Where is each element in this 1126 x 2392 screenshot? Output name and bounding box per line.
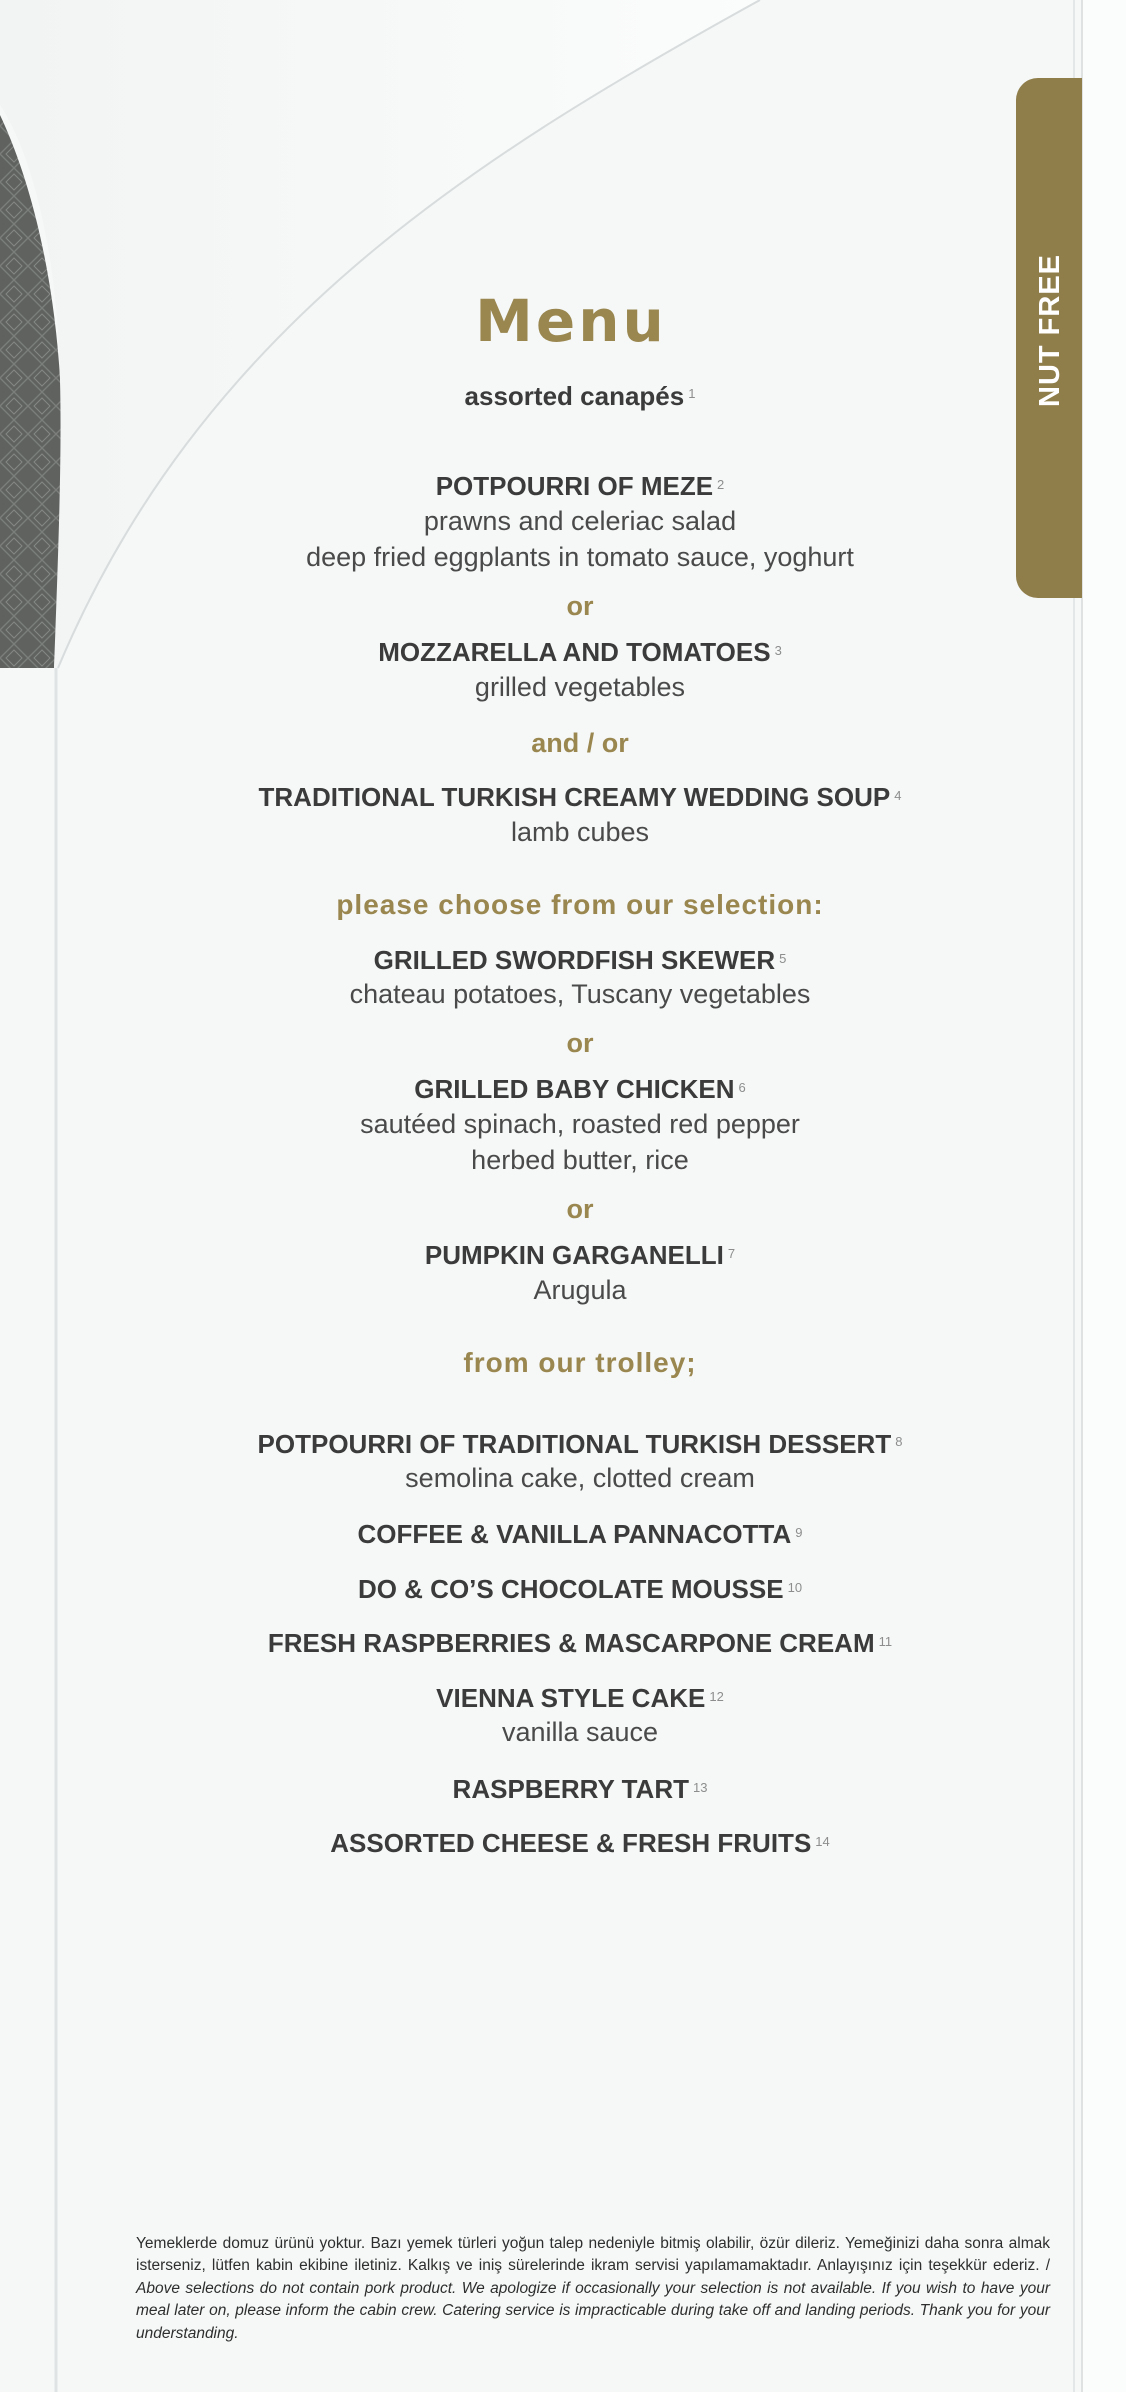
footnote-number: 11 [878,1634,893,1650]
main-item [180,1239,980,1308]
mains-header: please choose from our selection: [336,889,824,921]
footnote-number: 13 [692,1779,708,1795]
dessert-item [180,1428,980,1497]
footnote-number: 9 [795,1525,803,1541]
footnote-number: 7 [727,1245,736,1261]
dish-description: grilled vegetables [474,671,686,702]
dish-name: COFFEE & VANILLA PANNACOTTA [357,1519,792,1550]
dish-name: POTPOURRI OF TRADITIONAL TURKISH DESSERT [257,1428,892,1459]
menu-content [180,287,980,1860]
dish-description: Arugula [533,1274,627,1305]
dish-description: prawns and celeriac salad [423,505,737,536]
dish-name: TRADITIONAL TURKISH CREAMY WEDDING SOUP [258,782,891,813]
dish-name: POTPOURRI OF MEZE [435,471,714,502]
soup-item [180,781,980,850]
canapes-name: assorted canapés [464,380,685,411]
dish-description: chateau potatoes, Tuscany vegetables [349,979,811,1010]
connector-or: or [566,1027,594,1058]
footnote-number: 12 [709,1688,724,1704]
dish-name: PUMPKIN GARGANELLI [424,1240,724,1271]
dish-description: vanilla sauce [501,1717,659,1748]
disclaimer-turkish: Yemeklerde domuz ürünü yoktur. Bazı yemek türleri yoğun talep nedeniyle bitmiş olabilir, özür dileriz. Yemeğinizi daha sonra almak isterseniz, lütfen kabin ekibine iletiniz. Kalkış ve iniş sürelerinde ikram servisi yapılamamaktadır. Anlayışınız için teşekkür ederiz. / [136,2235,1050,2275]
main-item [180,1073,980,1178]
dessert-item [180,1827,980,1860]
dish-name: ASSORTED CHEESE & FRESH FRUITS [330,1828,812,1859]
dish-description: deep fried eggplants in tomato sauce, yoghurt [306,542,854,573]
dessert-item [180,1682,980,1751]
footnote-number: 1 [688,386,696,402]
footnote-number: 10 [787,1579,803,1595]
starter-item [180,470,980,575]
dish-name: VIENNA STYLE CAKE [436,1682,706,1713]
dish-name: RASPBERRY TART [452,1773,689,1804]
dessert-item [180,1573,980,1606]
connector-or: or [566,1193,594,1224]
footnote-number: 8 [895,1434,903,1450]
dish-name: MOZZARELLA AND TOMATOES [378,637,771,668]
footnote-number: 4 [894,788,902,804]
connector-and-or: and / or [531,728,629,758]
dessert-item [180,1773,980,1806]
footnote-number: 6 [738,1079,746,1095]
nut-free-label: NUT FREE [1033,253,1066,407]
disclaimer-english: Above selections do not contain pork product. We apologize if occasionally your selection is not available. If you wish to have your meal later on, please inform the cabin crew. Catering service is impracticable during take off and landing periods. Thank you for your understanding. [136,2279,1050,2342]
dish-description: sautéed spinach, roasted red pepper [360,1108,800,1139]
footnote-number: 2 [717,476,725,492]
main-item [180,944,980,1013]
dish-name: GRILLED BABY CHICKEN [414,1074,735,1105]
trolley-header: from our trolley; [463,1346,697,1378]
dish-name: GRILLED SWORDFISH SKEWER [373,944,776,975]
page-strip [1082,0,1126,2392]
dish-description: lamb cubes [510,816,650,847]
starter-item [180,636,980,705]
connector-or: or [566,590,594,621]
dessert-item [180,1627,980,1660]
canapes-item [180,380,980,413]
dessert-item [180,1518,980,1551]
footnote-number: 14 [815,1834,830,1850]
dish-name: FRESH RASPBERRIES & MASCARPONE CREAM [267,1628,875,1659]
disclaimer-footer [136,2233,1050,2345]
footnote-number: 5 [779,950,787,966]
dish-description: semolina cake, clotted cream [405,1463,755,1494]
menu-title: Menu [475,287,667,355]
footnote-number: 3 [774,642,782,658]
nut-free-label-box [1020,253,1080,407]
dish-name: DO & CO’S CHOCOLATE MOUSSE [357,1573,784,1604]
dish-description: herbed butter, rice [471,1145,689,1176]
